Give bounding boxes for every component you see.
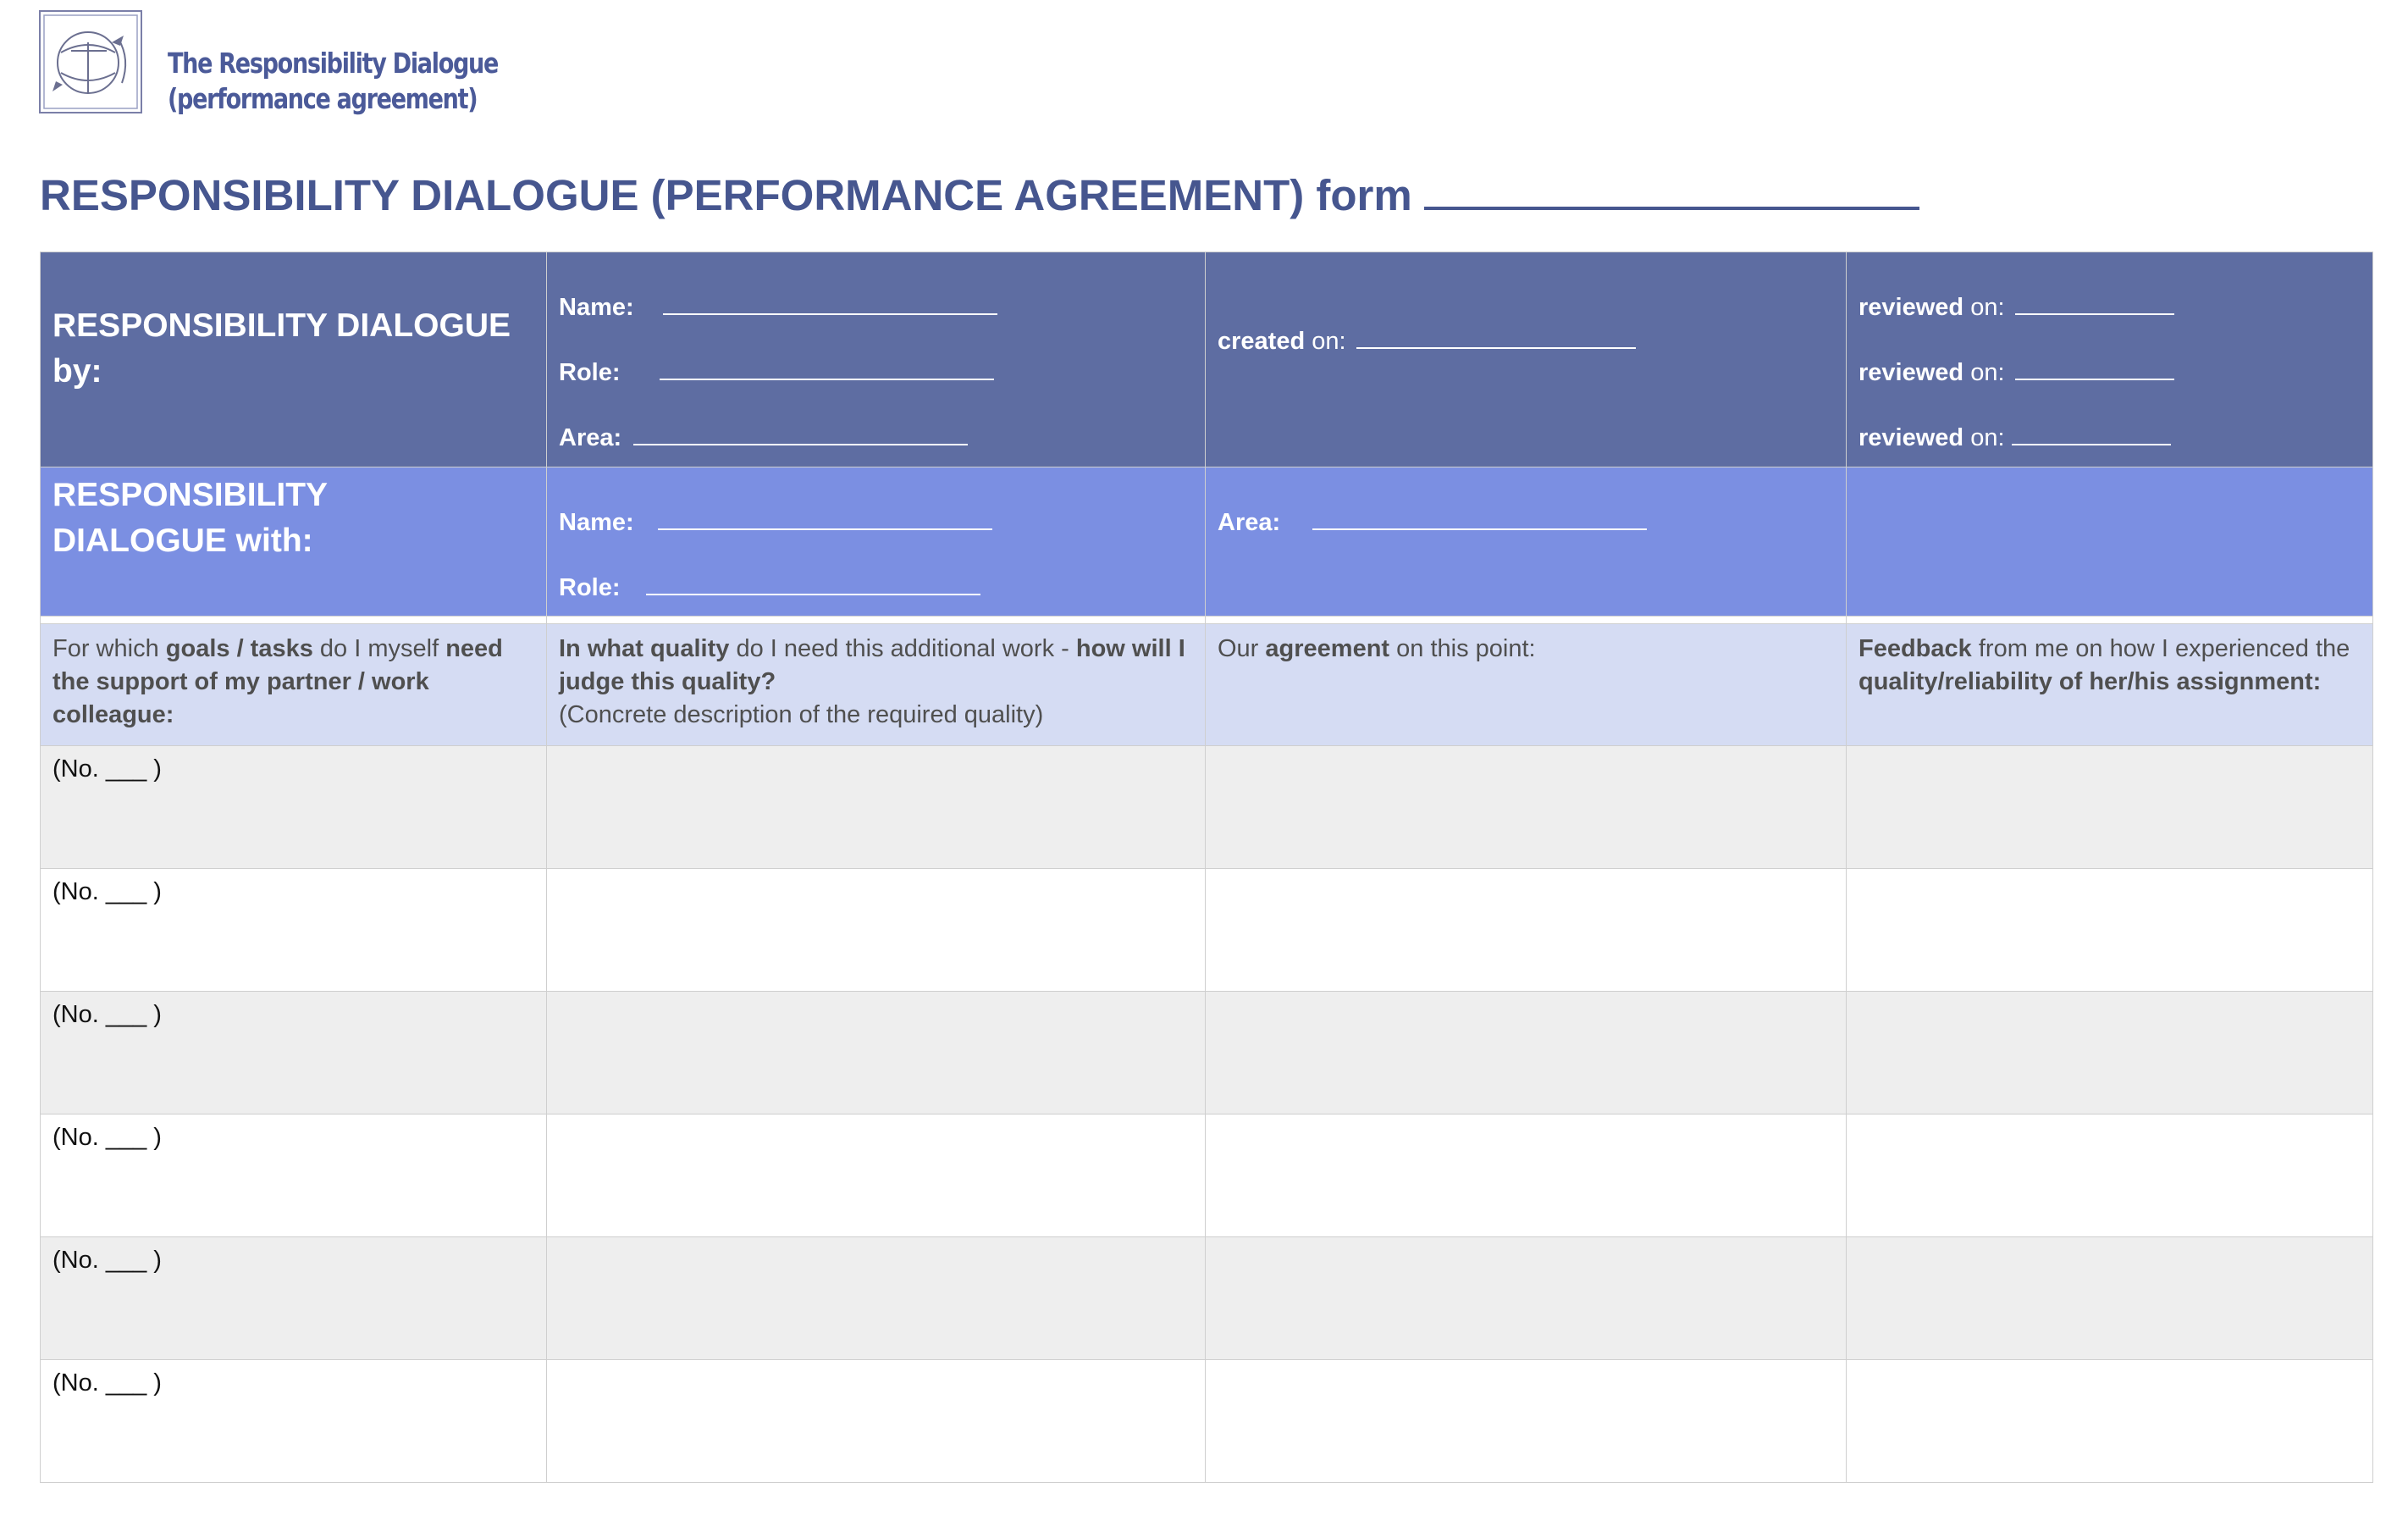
col3-bold-1: agreement — [1265, 635, 1390, 662]
agreement-cell[interactable] — [1206, 1237, 1847, 1360]
reviewed-date-field-2[interactable] — [2015, 379, 2174, 380]
row-number-label: (No. ___ ) — [52, 1001, 162, 1028]
quality-cell[interactable] — [547, 1114, 1206, 1237]
col2-bold-1: In what quality — [559, 635, 730, 662]
reviewed-suffix-2: on: — [1970, 359, 2005, 386]
gap-cell-2 — [547, 617, 1206, 624]
with-empty-cell — [1847, 467, 2373, 617]
gap-cell-4 — [1847, 617, 2373, 624]
table-row — [41, 1237, 2373, 1360]
feedback-cell[interactable] — [1847, 992, 2373, 1114]
row-number-label: (No. ___ ) — [52, 1247, 162, 1274]
reviewed-label-1: reviewed — [1858, 294, 1964, 321]
row-number-cell[interactable] — [41, 1237, 547, 1360]
col1-text-2: do I myself — [312, 635, 446, 662]
by-role-label: Role: — [559, 359, 621, 386]
col4-bold-2: quality/reliability of her/his assignment: — [1858, 668, 2322, 695]
with-heading: RESPONSIBILITY DIALOGUE with: — [52, 477, 328, 559]
reviewed-date-field-3[interactable] — [2012, 444, 2171, 445]
by-details-cell — [547, 252, 1206, 467]
reviewed-suffix-3: on: — [1970, 424, 2005, 451]
logo-icon — [37, 8, 146, 117]
row-number-label: (No. ___ ) — [52, 1124, 162, 1151]
with-area-label: Area: — [1218, 509, 1281, 536]
header-gap — [41, 617, 2373, 624]
quality-cell[interactable] — [547, 869, 1206, 992]
with-name-field[interactable] — [658, 528, 992, 530]
with-role-label: Role: — [559, 574, 621, 601]
table-row — [41, 869, 2373, 992]
by-area-field[interactable] — [633, 444, 968, 445]
row-number-label: (No. ___ ) — [52, 878, 162, 905]
with-area-cell — [1206, 467, 1847, 617]
col3-text-1: Our — [1218, 635, 1266, 662]
by-name-field[interactable] — [663, 313, 997, 315]
col1-bold-2: need the support of my partner / work colleague: — [52, 635, 503, 728]
by-row — [41, 252, 2373, 467]
agreement-cell[interactable] — [1206, 869, 1847, 992]
row-number-cell[interactable] — [41, 1114, 547, 1237]
table-row — [41, 1360, 2373, 1483]
quality-cell[interactable] — [547, 992, 1206, 1114]
row-number-cell[interactable] — [41, 746, 547, 869]
agreement-cell[interactable] — [1206, 1360, 1847, 1483]
col2-text-3: (Concrete description of the required quality) — [559, 701, 1044, 728]
row-number-cell[interactable] — [41, 992, 547, 1114]
feedback-cell[interactable] — [1847, 746, 2373, 869]
created-cell — [1206, 252, 1847, 467]
quality-cell[interactable] — [547, 1237, 1206, 1360]
by-heading: RESPONSIBILITY DIALOGUE by: — [52, 307, 511, 390]
feedback-cell[interactable] — [1847, 869, 2373, 992]
quality-cell[interactable] — [547, 1360, 1206, 1483]
column-header-goals — [41, 624, 547, 746]
with-heading-cell — [41, 467, 547, 617]
row-number-label: (No. ___ ) — [52, 1369, 162, 1397]
feedback-cell[interactable] — [1847, 1237, 2373, 1360]
form-title-text: RESPONSIBILITY DIALOGUE (PERFORMANCE AGREEMENT) form — [40, 171, 1412, 219]
created-date-field[interactable] — [1356, 347, 1636, 349]
agreement-cell[interactable] — [1206, 746, 1847, 869]
col2-bold-2: how will I judge this quality? — [559, 635, 1185, 695]
table-row — [41, 992, 2373, 1114]
col1-text-1: For which — [52, 635, 166, 662]
reviewed-cell — [1847, 252, 2373, 467]
row-number-label: (No. ___ ) — [52, 755, 162, 783]
column-header-quality — [547, 624, 1206, 746]
quality-cell[interactable] — [547, 746, 1206, 869]
by-name-label: Name: — [559, 294, 634, 321]
by-heading-cell — [41, 252, 547, 467]
reviewed-label-2: reviewed — [1858, 359, 1964, 386]
by-area-label: Area: — [559, 424, 622, 451]
column-header-agreement — [1206, 624, 1847, 746]
table-row — [41, 746, 2373, 869]
agreement-cell[interactable] — [1206, 1114, 1847, 1237]
feedback-cell[interactable] — [1847, 1360, 2373, 1483]
responsibility-dialogue-table — [40, 252, 2373, 1483]
col3-text-2: on this point: — [1389, 635, 1536, 662]
gap-cell-3 — [1206, 617, 1847, 624]
column-headers — [41, 624, 2373, 746]
created-label: created — [1218, 328, 1306, 355]
with-role-field[interactable] — [646, 594, 980, 595]
with-details-cell — [547, 467, 1206, 617]
with-row — [41, 467, 2373, 617]
created-suffix: on: — [1312, 328, 1346, 355]
feedback-cell[interactable] — [1847, 1114, 2373, 1237]
with-name-label: Name: — [559, 509, 634, 536]
col1-bold-1: goals / tasks — [165, 635, 313, 662]
col2-text-2: do I need this additional work - — [729, 635, 1076, 662]
form-title-blank-line[interactable] — [1424, 207, 1919, 210]
with-area-field[interactable] — [1312, 528, 1647, 530]
col4-text-2: from me on how I experienced the — [1971, 635, 2350, 662]
form-title — [40, 166, 1919, 225]
agreement-cell[interactable] — [1206, 992, 1847, 1114]
column-header-feedback — [1847, 624, 2373, 746]
reviewed-suffix-1: on: — [1970, 294, 2005, 321]
row-number-cell[interactable] — [41, 1360, 547, 1483]
reviewed-date-field-1[interactable] — [2015, 313, 2174, 315]
table-row — [41, 1114, 2373, 1237]
gap-cell-1 — [41, 617, 547, 624]
reviewed-label-3: reviewed — [1858, 424, 1964, 451]
brand-line-1: The Responsibility Dialogue — [168, 47, 499, 80]
brand-line-2: (performance agreement) — [168, 82, 478, 115]
by-role-field[interactable] — [660, 379, 994, 380]
row-number-cell[interactable] — [41, 869, 547, 992]
brand-name — [168, 46, 498, 117]
col4-bold-1: Feedback — [1858, 635, 1972, 662]
